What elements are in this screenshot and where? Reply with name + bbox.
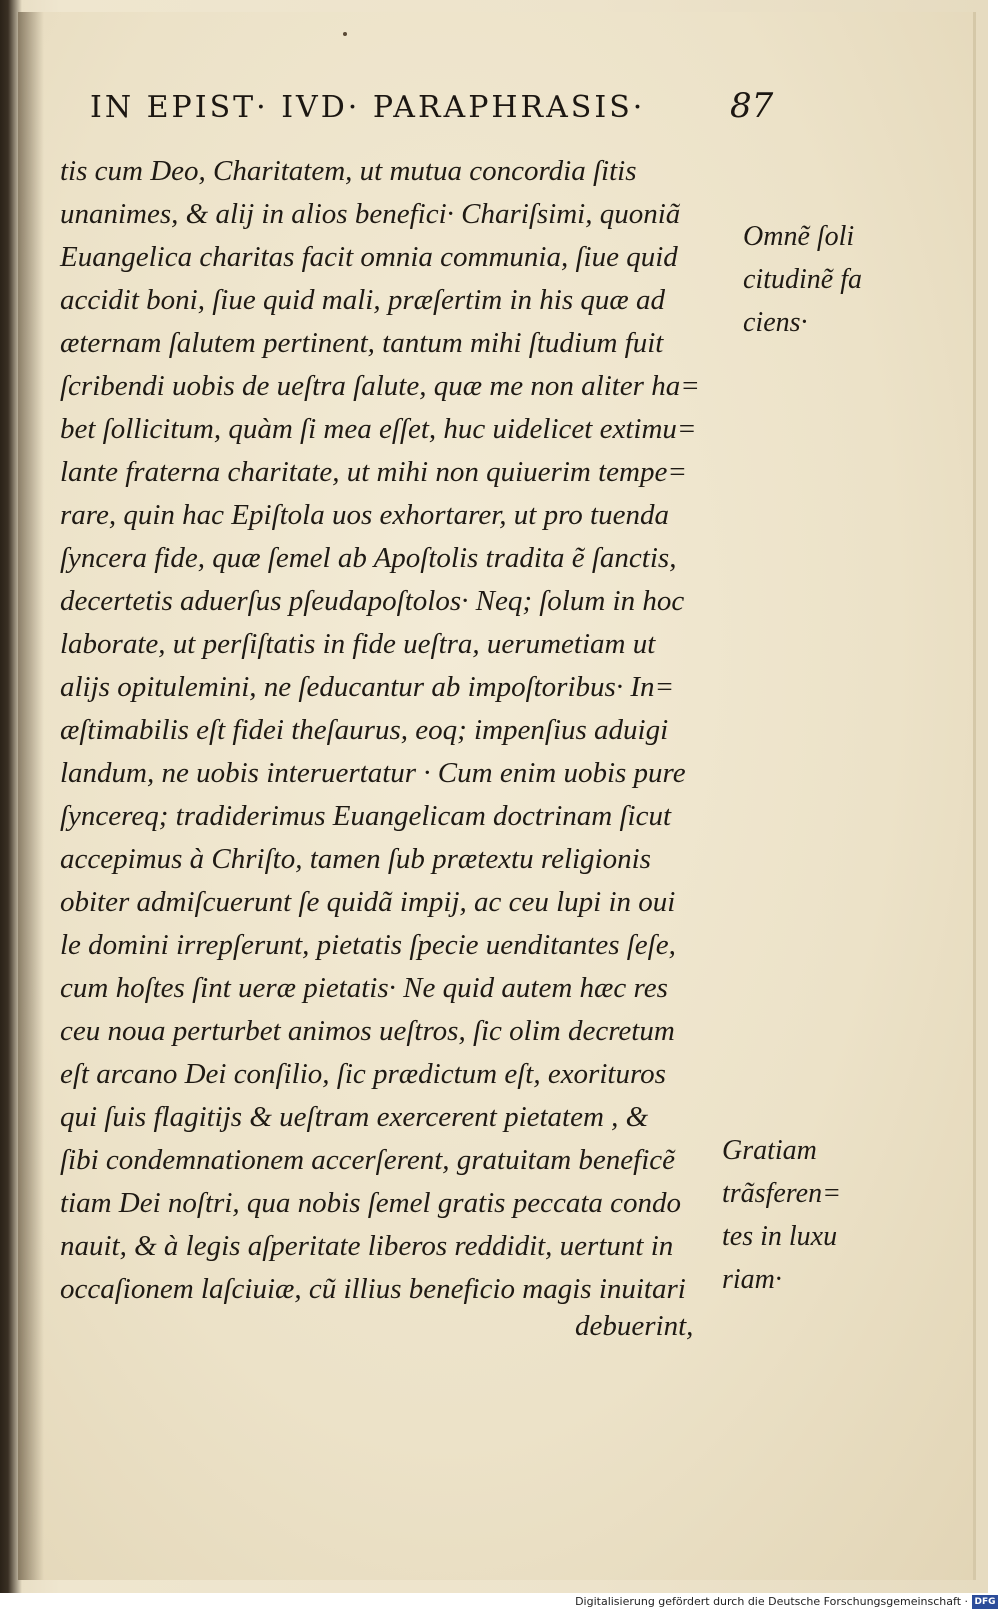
text-line: le domini irrepſerunt, pietatis ſpecie uenditantes ſeſe, <box>60 929 676 961</box>
marginal-note-line: Omnẽ ſoli <box>743 221 855 252</box>
text-line: cum hoſtes ſint ueræ pietatis· Ne quid autem hæc res <box>60 972 668 1004</box>
text-line: tis cum Deo, Charitatem, ut mutua concordia ſitis <box>60 155 637 187</box>
ink-speck <box>343 32 347 36</box>
text-line: Euangelica charitas facit omnia communia, ſiue quid <box>60 241 678 273</box>
marginal-note-1 <box>743 215 862 344</box>
page-number: 87 <box>730 86 774 126</box>
text-line: ſcribendi uobis de ueſtra ſalute, quæ me non aliter ha= <box>60 370 700 402</box>
funding-credit: Digitalisierung gefördert durch die Deutsche Forschungsgemeinschaft · <box>575 1595 968 1608</box>
marginal-note-line: trãsferen= <box>722 1178 841 1209</box>
text-line: occaſionem laſciuiæ, cũ illius beneficio magis inuitari <box>60 1273 686 1305</box>
text-line: rare, quin hac Epiſtola uos exhortarer, ut pro tuenda <box>60 499 669 531</box>
text-line: eſt arcano Dei conſilio, ſic prædictum eſt, exorituros <box>60 1058 666 1090</box>
text-line: unanimes, & alij in alios benefici· Chariſsimi, quoniã <box>60 198 681 230</box>
dfg-logo: DFG <box>972 1595 998 1609</box>
text-line: landum, ne uobis interuertatur · Cum enim uobis pure <box>60 757 686 789</box>
text-line: ſibi condemnationem accerſerent, gratuitam beneficẽ <box>60 1144 676 1176</box>
text-line: æternam ſalutem pertinent, tantum mihi ſtudium fuit <box>60 327 664 359</box>
catchword: debuerint, <box>575 1310 694 1342</box>
text-line: alijs opitulemini, ne ſeducantur ab impoſtoribus· In= <box>60 671 675 703</box>
marginal-note-line: riam· <box>722 1264 782 1295</box>
main-text-block <box>60 150 740 1311</box>
marginal-note-line: Gratiam <box>722 1135 817 1166</box>
text-line: bet ſollicitum, quàm ſi mea eſſet, huc uidelicet extimu= <box>60 413 697 445</box>
text-line: accidit boni, ſiue quid mali, præſertim in his quæ ad <box>60 284 665 316</box>
text-line: ſyncereq; tradiderimus Euangelicam doctrinam ſicut <box>60 800 672 832</box>
marginal-note-line: citudinẽ fa <box>743 264 862 295</box>
text-line: lante fraterna charitate, ut mihi non quiuerim tempe= <box>60 456 687 488</box>
marginal-note-line: tes in luxu <box>722 1221 838 1252</box>
text-line: æſtimabilis eſt fidei theſaurus, eoq; impenſius aduigi <box>60 714 669 746</box>
text-line: obiter admiſcuerunt ſe quidã impij, ac ceu lupi in oui <box>60 886 676 918</box>
text-line: ceu noua perturbet animos ueſtros, ſic olim decretum <box>60 1015 675 1047</box>
running-title: IN EPIST· IVD· PARAPHRASIS· <box>90 90 646 125</box>
text-line: tiam Dei noſtri, qua nobis ſemel gratis peccata condo <box>60 1187 682 1219</box>
text-line: ſyncera fide, quæ ſemel ab Apoſtolis tradita ẽ ſanctis, <box>60 542 677 574</box>
marginal-note-line: ciens· <box>743 307 808 338</box>
text-line: decertetis aduerſus pſeudapoſtolos· Neq; ſolum in hoc <box>60 585 685 617</box>
gutter-shadow <box>18 12 44 1580</box>
text-line: nauit, & à legis aſperitate liberos reddidit, uertunt in <box>60 1230 674 1262</box>
text-line: laborate, ut perſiſtatis in fide ueſtra, uerumetiam ut <box>60 628 656 660</box>
text-line: accepimus à Chriſto, tamen ſub prætextu religionis <box>60 843 651 875</box>
marginal-note-2 <box>722 1129 841 1301</box>
footer-bar <box>0 1594 1000 1611</box>
text-line: qui ſuis flagitijs & ueſtram exercerent pietatem , & <box>60 1101 649 1133</box>
